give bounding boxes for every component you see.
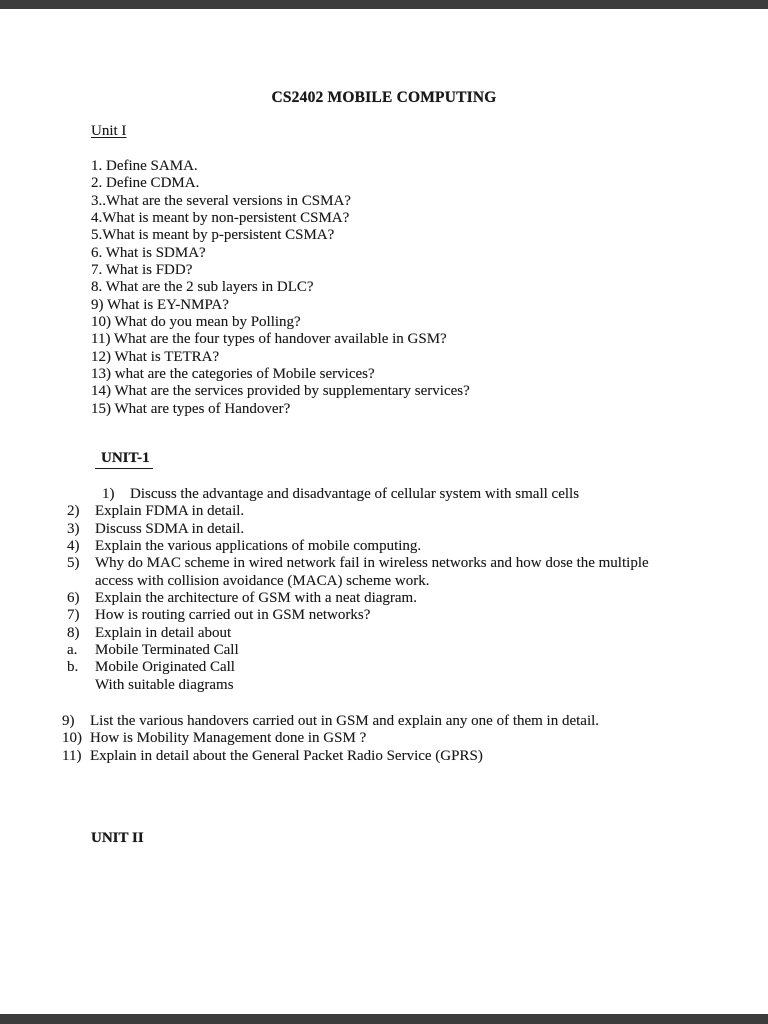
unit-1-section-heading <box>95 450 153 469</box>
question-number: 3) <box>67 520 80 537</box>
question-row <box>62 713 710 730</box>
question-row <box>62 730 710 747</box>
question-number: 5) <box>67 555 80 572</box>
question-row <box>102 486 715 503</box>
question-number: 4) <box>67 538 80 555</box>
question-text: Explain in detail about <box>95 624 232 641</box>
question-line: 7. What is FDD? <box>91 262 193 279</box>
question-number: a. <box>67 642 78 659</box>
short-questions-list <box>91 158 470 418</box>
question-line: 6. What is SDMA? <box>91 244 206 261</box>
question-number <box>67 677 95 694</box>
question-row <box>67 642 715 659</box>
page-gap-bottom-bar <box>0 1014 768 1024</box>
question-line: 12) What is TETRA? <box>91 348 220 365</box>
question-text: access with collision avoidance (MACA) scheme work. <box>95 572 430 589</box>
question-line: 8. What are the 2 sub layers in DLC? <box>91 279 314 296</box>
question-number <box>67 573 95 590</box>
question-text: Discuss the advantage and disadvantage of cellular system with small cells <box>130 486 580 502</box>
question-line: 13) what are the categories of Mobile services? <box>91 366 375 383</box>
question-line: 3..What are the several versions in CSMA? <box>91 192 351 209</box>
question-row <box>67 538 715 555</box>
long-questions-list-2 <box>62 713 710 765</box>
question-number: 1) <box>102 486 115 502</box>
question-line: 14) What are the services provided by supplementary services? <box>91 383 470 400</box>
question-row <box>67 590 715 607</box>
question-number: 8) <box>67 624 80 641</box>
question-row <box>67 659 715 676</box>
question-text: Discuss SDMA in detail. <box>95 520 245 537</box>
question-number: 9) <box>62 713 75 729</box>
question-text: Why do MAC scheme in wired network fail in wireless networks and how dose the multiple <box>95 555 649 572</box>
question-text: Explain the various applications of mobile computing. <box>95 538 422 555</box>
question-line: 4.What is meant by non-persistent CSMA? <box>91 210 350 227</box>
question-row <box>62 748 710 765</box>
question-row <box>67 625 715 642</box>
question-number: 7) <box>67 607 80 624</box>
question-text: Mobile Originated Call <box>95 659 235 676</box>
question-text: Mobile Terminated Call <box>95 642 239 659</box>
long-questions-list <box>67 486 715 694</box>
document-title: CS2402 MOBILE COMPUTING <box>271 89 497 106</box>
question-number: b. <box>67 659 79 676</box>
unit-1-heading-label: Unit I <box>91 123 127 139</box>
question-number: 10) <box>62 730 82 747</box>
question-text: How is Mobility Management done in GSM ? <box>90 730 367 747</box>
question-line: 15) What are types of Handover? <box>91 400 291 417</box>
question-text: Explain in detail about the General Packet Radio Service (GPRS) <box>90 747 483 764</box>
question-line: 5.What is meant by p-persistent CSMA? <box>91 227 335 244</box>
question-row <box>67 555 715 572</box>
question-number: 6) <box>67 590 80 607</box>
unit-1-heading <box>91 123 126 140</box>
question-line: 10) What do you mean by Polling? <box>91 314 301 331</box>
question-text: Explain the architecture of GSM with a neat diagram. <box>95 590 417 607</box>
question-row <box>67 677 715 694</box>
question-row <box>67 607 715 624</box>
question-number: 11) <box>62 747 82 764</box>
question-row <box>67 503 715 520</box>
question-line: 1. Define SAMA. <box>91 158 198 174</box>
question-row <box>67 521 715 538</box>
question-text: With suitable diagrams <box>95 676 234 693</box>
question-number: 2) <box>67 503 80 520</box>
question-line: 11) What are the four types of handover available in GSM? <box>91 331 447 348</box>
question-line: 2. Define CDMA. <box>91 175 200 192</box>
unit-2-heading: UNIT II <box>91 830 144 846</box>
page-gap-top-bar <box>0 0 768 9</box>
question-line: 9) What is EY-NMPA? <box>91 296 229 313</box>
question-text: Explain FDMA in detail. <box>95 503 245 520</box>
question-row <box>67 573 715 590</box>
question-text: How is routing carried out in GSM networks? <box>95 607 371 624</box>
unit-1-section-heading-label: UNIT-1 <box>95 450 153 469</box>
question-text: List the various handovers carried out in GSM and explain any one of them in detail. <box>90 713 600 729</box>
